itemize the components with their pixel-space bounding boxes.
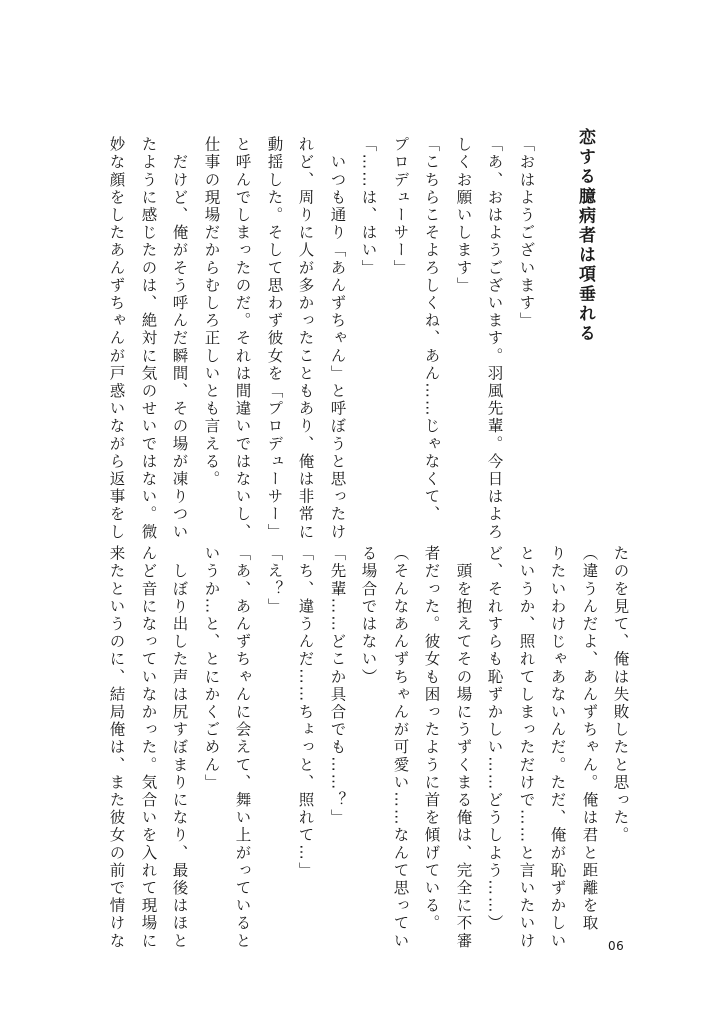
text-line: んど音になっていなかった。気合いを入れて現場に (139, 545, 158, 950)
text-line: れど、周りに人が多かったこともあり、俺は非常に (296, 136, 315, 541)
text-line: しぼり出した声は尻すぼまりになり、最後はほと (170, 545, 189, 950)
text-line: いうか…と、とにかくごめん」 (202, 545, 221, 792)
page-number: 06 (608, 939, 625, 953)
text-line: 仕事の現場だからむしろ正しいとも言える。 (202, 136, 221, 488)
text-line: りたいわけじゃあないんだ。ただ、俺が恥ずかしい (548, 545, 567, 950)
text-line: （違うんだよ、あんずちゃん。俺は君と距離を取 (580, 545, 599, 933)
text-line: 「ち、違うんだ……ちょっと、照れて…」 (296, 545, 315, 880)
text-line: たのを見て、俺は失敗したと思った。 (611, 545, 630, 845)
text-line: ど、それすらも恥ずかしい……どうしよう……） (485, 545, 504, 933)
text-line: と呼んでしまったのだ。それは間違いではないし、 (233, 136, 252, 541)
text-line: る場合ではない） (359, 545, 378, 686)
text-line: 「あ、あんずちゃんに会えて、舞い上がっていると (233, 545, 252, 950)
text-line: というか、照れてしまっただけで……と言いたいけ (517, 545, 536, 950)
text-line: 「え？」 (265, 545, 284, 616)
text-line: しくお願いします」 (454, 136, 473, 295)
text-line: たように感じたのは、絶対に気のせいではない。微 (139, 136, 158, 541)
text-line: 動揺した。そして思わず彼女を「プロデューサー」 (265, 136, 284, 541)
text-line: いつも通り「あんずちゃん」と呼ぼうと思ったけ (328, 136, 347, 541)
text-line: プロデューサー」 (391, 136, 410, 277)
text-line: 来たというのに、結局俺は、また彼女の前で情けな (107, 545, 126, 950)
text-line: 「……は、はい」 (359, 136, 378, 277)
text-line: 「こちらこそよろしくね、あん……じゃなくて、 (422, 136, 441, 524)
text-line: 「あ、おはようございます。羽風先輩。今日はよろ (485, 136, 504, 541)
text-line: だけど、俺がそう呼んだ瞬間、その場が凍りつい (170, 136, 189, 541)
text-line: 「おはようございます」 (517, 136, 536, 330)
text-line: （そんなあんずちゃんが可愛い……なんて思ってい (391, 545, 410, 950)
text-line: 「先輩……どこか具合でも……？」 (328, 545, 347, 827)
chapter-title: 恋する臆病者は項垂れる (575, 128, 595, 344)
text-line: 頭を抱えてその場にうずくまる俺は、完全に不審 (454, 545, 473, 950)
text-line: 妙な顔をしたあんずちゃんが戸惑いながら返事をし (107, 136, 126, 541)
text-line: 者だった。彼女も困ったように首を傾げている。 (422, 545, 441, 933)
